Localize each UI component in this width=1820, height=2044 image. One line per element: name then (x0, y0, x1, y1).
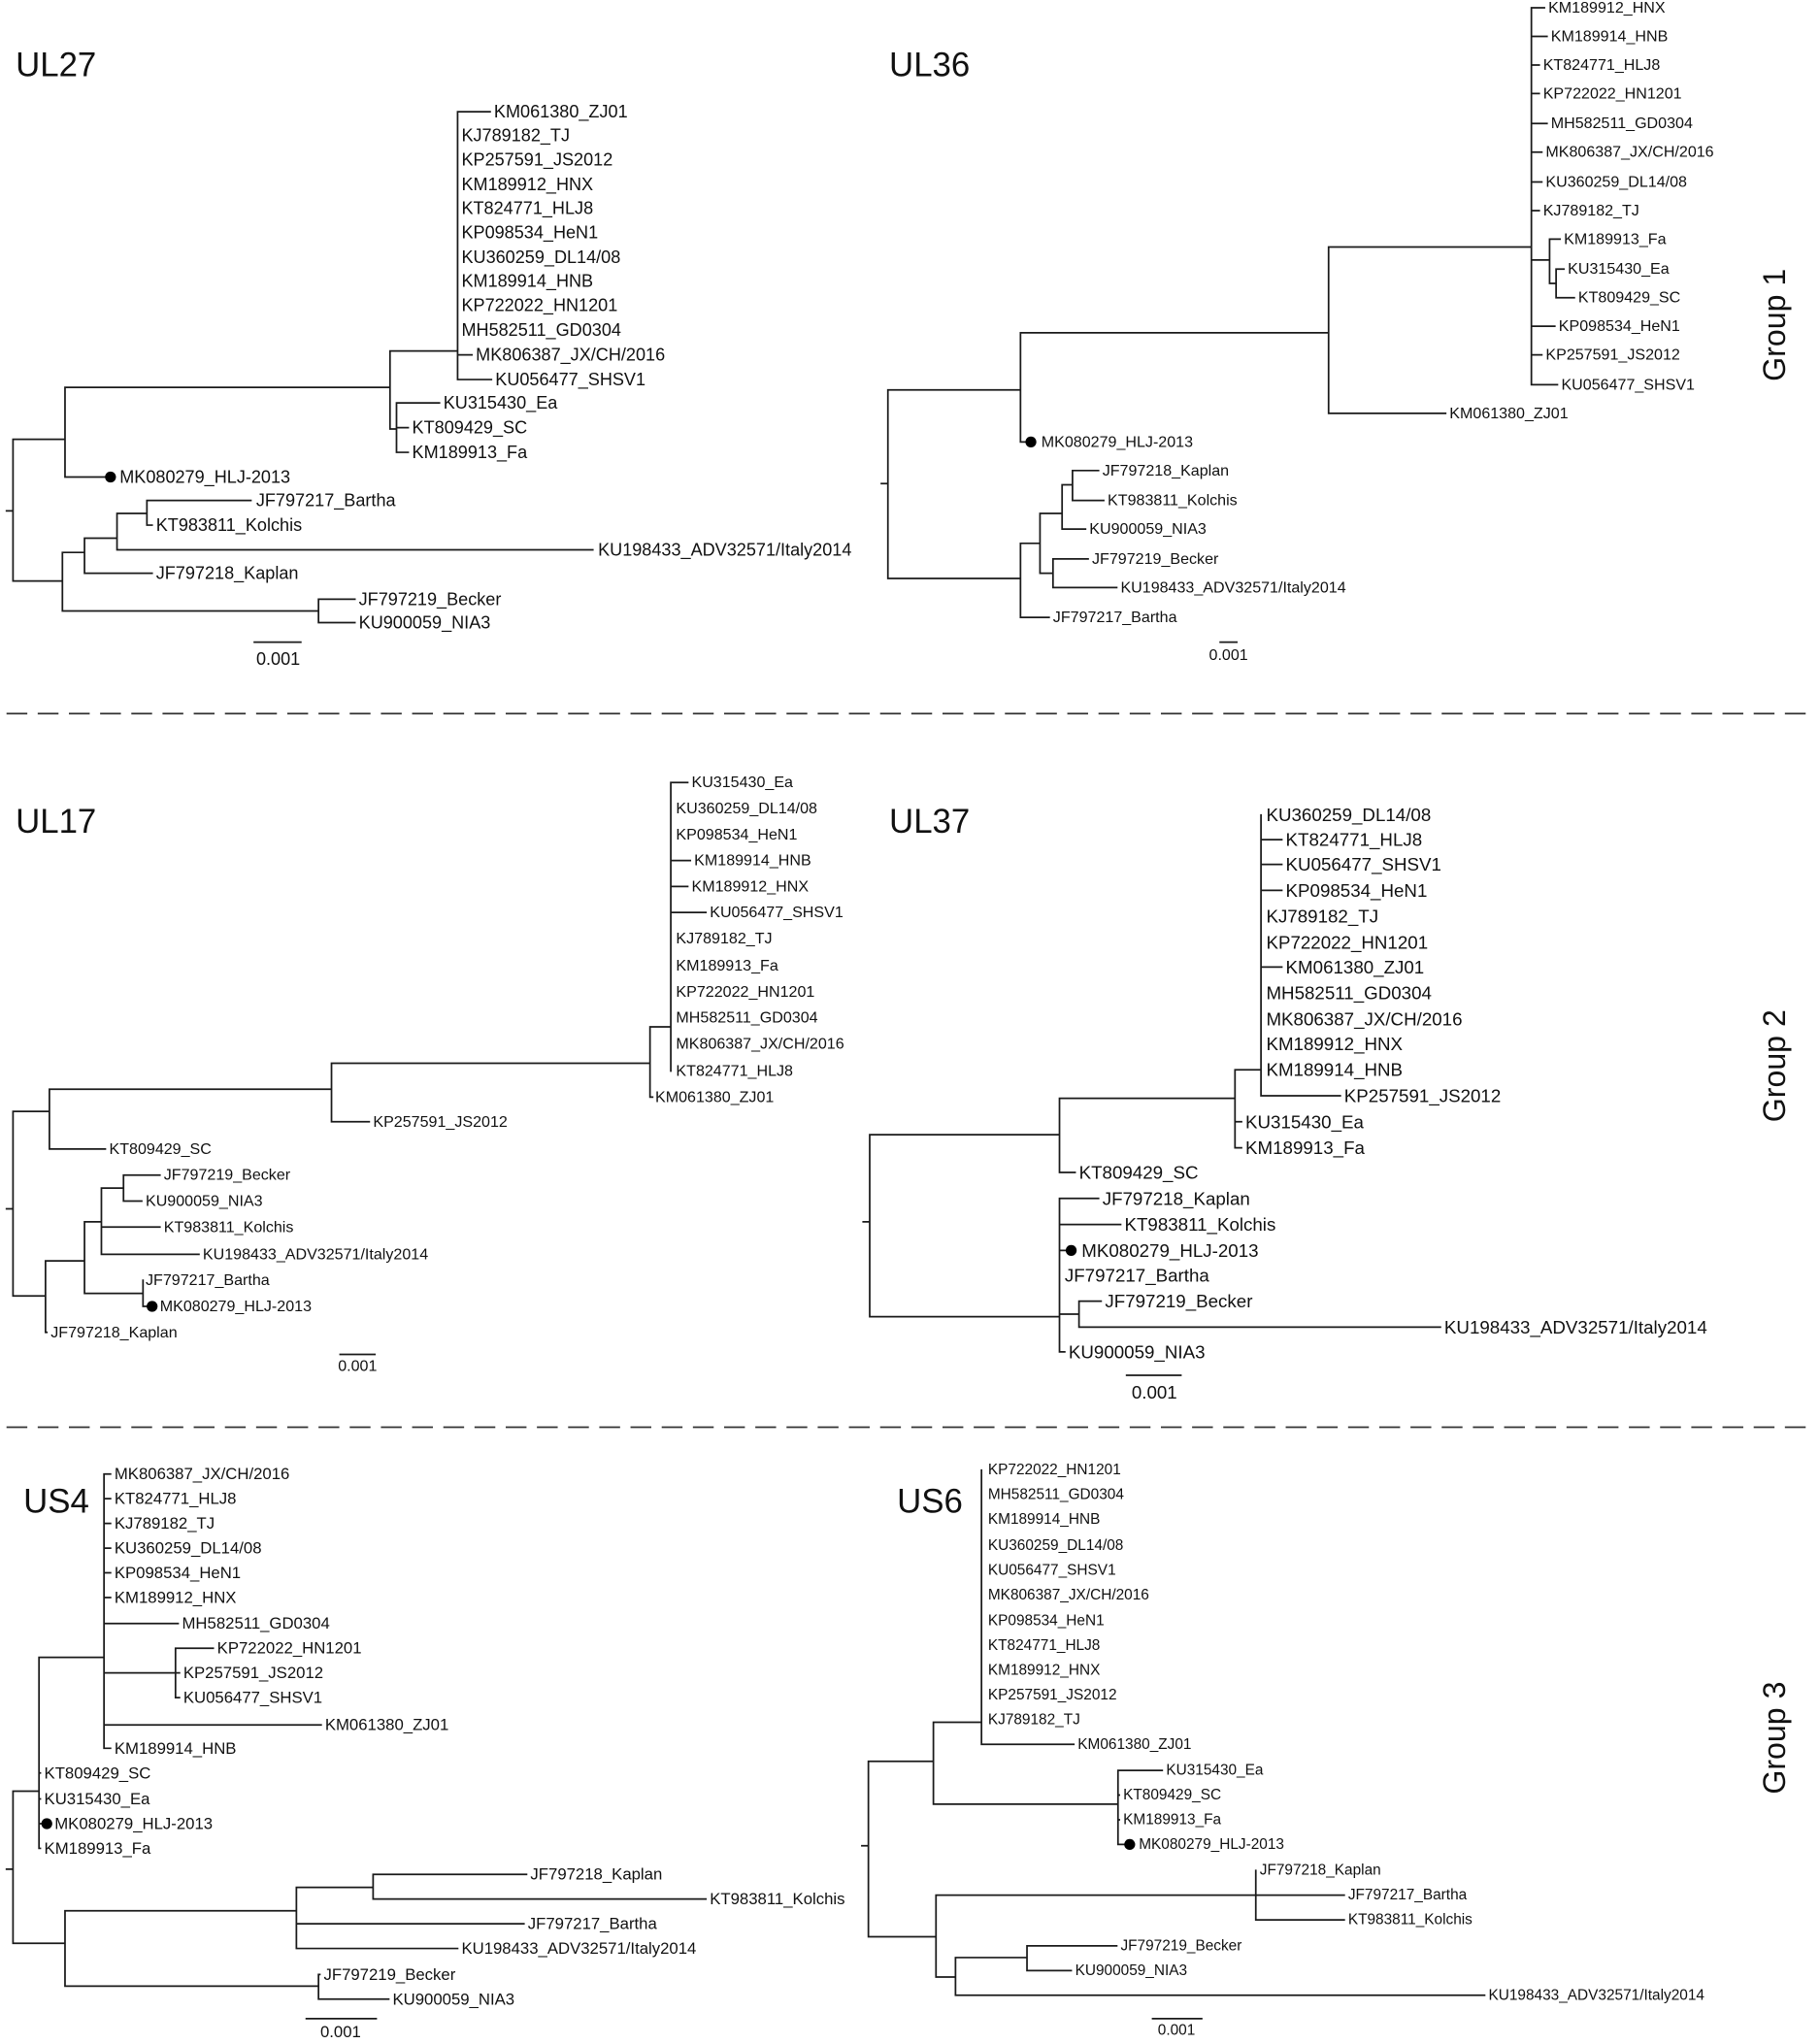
us4-taxon-label: KP098534_HeN1 (114, 1564, 242, 1583)
ul36-taxon-label: MH582511_GD0304 (1550, 115, 1693, 133)
us6-taxon-label: KU198433_ADV32571/Italy2014 (1488, 1987, 1704, 2004)
ul37-taxon-label: JF797219_Becker (1105, 1291, 1253, 1312)
ul27-taxon-label: KT824771_HLJ8 (461, 198, 594, 218)
ul36-panel-title: UL36 (889, 46, 971, 84)
us4-taxon-label: JF797219_Becker (323, 1964, 456, 1984)
ul37-scale-label: 0.001 (1131, 1381, 1177, 1402)
us6-panel-title: US6 (897, 1482, 963, 1521)
ul27-taxon-label: KJ789182_TJ (461, 125, 571, 146)
us6-taxon-label: KU315430_Ea (1166, 1762, 1264, 1779)
us4-taxon-label: KP722022_HN1201 (216, 1638, 362, 1658)
us6-taxon-label: KP722022_HN1201 (987, 1462, 1121, 1479)
ul17-scale-label: 0.001 (338, 1357, 378, 1375)
us6-taxon-label: KT809429_SC (1123, 1787, 1222, 1804)
us6-taxon-label: KU360259_DL14/08 (987, 1536, 1124, 1554)
ul27-taxon-label: KU056477_SHSV1 (495, 370, 646, 390)
us4-taxon-label: MH582511_GD0304 (182, 1614, 330, 1633)
ul27-taxon-label: KP257591_JS2012 (461, 149, 613, 170)
ul27-taxon-label: KM061380_ZJ01 (493, 102, 628, 122)
us6-taxon-label: KM061380_ZJ01 (1077, 1735, 1192, 1753)
ul36-taxon-label: KU360259_DL14/08 (1545, 173, 1687, 191)
ul17-taxon-label: KP098534_HeN1 (676, 825, 798, 843)
ul17-taxon-label: KU900059_NIA3 (146, 1192, 263, 1210)
us4-scale-label: 0.001 (319, 2022, 361, 2041)
group-3-label: Group 3 (1757, 1681, 1793, 1795)
ul37-marker-dot (1066, 1245, 1076, 1256)
ul17-taxon-label: KU056477_SHSV1 (710, 904, 844, 922)
ul36-taxon-label: KT809429_SC (1577, 288, 1681, 307)
us6-taxon-label: KM189913_Fa (1123, 1811, 1222, 1829)
panel-ul36 (881, 0, 1714, 664)
ul36-taxon-label: MK806387_JX/CH/2016 (1545, 143, 1714, 161)
ul36-taxon-label: KU056477_SHSV1 (1561, 376, 1696, 394)
us6-taxon-label: MH582511_GD0304 (987, 1486, 1124, 1503)
ul17-taxon-label: KM189913_Fa (676, 957, 778, 975)
ul37-taxon-label: KU360259_DL14/08 (1266, 805, 1432, 826)
ul37-taxon-label: JF797217_Bartha (1064, 1265, 1209, 1286)
us4-taxon-label: KT824771_HLJ8 (114, 1489, 237, 1508)
ul36-taxon-label: KM189912_HNX (1548, 0, 1666, 17)
ul27-taxon-label: KU315430_Ea (443, 393, 558, 413)
ul17-taxon-label: KJ789182_TJ (676, 929, 773, 947)
ul27-taxon-label: JF797218_Kaplan (155, 563, 299, 583)
ul17-taxon-label: KT809429_SC (109, 1139, 212, 1158)
ul37-taxon-label: MK806387_JX/CH/2016 (1266, 1008, 1463, 1030)
ul17-taxon-label: KT824771_HLJ8 (676, 1062, 793, 1080)
ul36-scale-label: 0.001 (1208, 645, 1248, 664)
us6-taxon-label: KU900059_NIA3 (1075, 1962, 1188, 1979)
us4-taxon-label: KU056477_SHSV1 (182, 1688, 323, 1707)
us4-taxon-label: KM189914_HNB (114, 1738, 237, 1758)
ul17-taxon-label: KM061380_ZJ01 (655, 1088, 775, 1106)
ul37-taxon-label: KP722022_HN1201 (1266, 932, 1429, 953)
ul27-taxon-label: JF797219_Becker (358, 589, 502, 610)
us4-taxon-label: KM189912_HNX (114, 1588, 237, 1607)
ul27-taxon-label: KU900059_NIA3 (358, 612, 491, 633)
ul17-taxon-label: KP722022_HN1201 (676, 982, 815, 1001)
ul37-taxon-label: KM061380_ZJ01 (1285, 956, 1425, 977)
ul27-taxon-label: KT983811_Kolchis (155, 515, 303, 536)
ul37-taxon-label: KT809429_SC (1078, 1162, 1199, 1183)
ul27-marker-dot (105, 472, 116, 482)
ul37-taxon-label: JF797218_Kaplan (1102, 1188, 1250, 1209)
ul27-taxon-label: JF797217_Bartha (255, 490, 396, 511)
ul37-taxon-label: KM189914_HNB (1266, 1059, 1404, 1080)
ul17-marker-dot (147, 1301, 157, 1311)
ul27-taxon-label: KM189914_HNB (461, 271, 594, 291)
ul27-scale-label: 0.001 (255, 649, 301, 670)
ul37-taxon-label: KU198433_ADV32571/Italy2014 (1443, 1316, 1707, 1337)
ul17-taxon-label: KM189914_HNB (694, 851, 811, 870)
ul37-taxon-label: MK080279_HLJ-2013 (1081, 1239, 1259, 1261)
us4-taxon-label: KT809429_SC (44, 1764, 151, 1783)
us6-taxon-label: MK806387_JX/CH/2016 (987, 1586, 1149, 1603)
us4-taxon-label: KT983811_Kolchis (710, 1890, 845, 1909)
ul37-taxon-label: KU315430_Ea (1245, 1111, 1364, 1133)
us6-taxon-label: KJ789182_TJ (987, 1711, 1080, 1729)
ul17-taxon-label: JF797217_Bartha (146, 1271, 270, 1290)
ul17-taxon-label: KM189912_HNX (691, 877, 810, 896)
ul17-taxon-label: KU360259_DL14/08 (676, 800, 818, 818)
ul27-taxon-label: KM189912_HNX (461, 175, 594, 195)
ul36-taxon-label: KU198433_ADV32571/Italy2014 (1120, 578, 1346, 597)
ul37-taxon-label: KU900059_NIA3 (1068, 1341, 1206, 1363)
us4-taxon-label: KP257591_JS2012 (182, 1664, 324, 1683)
us6-marker-dot (1124, 1839, 1135, 1850)
group-2-label: Group 2 (1757, 1009, 1793, 1123)
ul17-taxon-label: KU198433_ADV32571/Italy2014 (202, 1245, 429, 1264)
ul36-taxon-label: KU900059_NIA3 (1089, 520, 1207, 539)
ul36-taxon-label: KM189913_Fa (1564, 230, 1667, 248)
tree-panels (7, 0, 1714, 2041)
ul27-panel-title: UL27 (16, 46, 97, 84)
us4-taxon-label: KU360259_DL14/08 (114, 1538, 262, 1558)
ul37-taxon-label: KT983811_Kolchis (1124, 1214, 1276, 1236)
ul37-taxon-label: MH582511_GD0304 (1266, 982, 1432, 1004)
panel-ul37 (863, 803, 1706, 1402)
us6-taxon-label: KT824771_HLJ8 (987, 1637, 1101, 1655)
ul36-taxon-label: KT983811_Kolchis (1108, 491, 1238, 510)
ul37-taxon-label: KT824771_HLJ8 (1285, 829, 1423, 850)
us4-panel-title: US4 (23, 1482, 89, 1521)
ul36-taxon-label: MK080279_HLJ-2013 (1041, 433, 1194, 451)
ul37-taxon-label: KU056477_SHSV1 (1285, 854, 1441, 875)
us6-scale-label: 0.001 (1157, 2022, 1196, 2039)
ul27-taxon-label: KU198433_ADV32571/Italy2014 (598, 540, 852, 560)
ul37-taxon-label: KJ789182_TJ (1266, 906, 1379, 927)
ul36-taxon-label: KJ789182_TJ (1542, 201, 1639, 219)
ul27-taxon-label: MK080279_HLJ-2013 (119, 467, 291, 487)
ul36-taxon-label: KM189914_HNB (1550, 27, 1669, 46)
us6-taxon-label: JF797218_Kaplan (1259, 1862, 1381, 1879)
ul27-taxon-label: KT809429_SC (412, 417, 528, 438)
us4-taxon-label: KM061380_ZJ01 (324, 1715, 449, 1734)
group-1-label: Group 1 (1757, 268, 1793, 381)
ul36-taxon-label: JF797218_Kaplan (1102, 461, 1230, 479)
ul27-taxon-label: KU360259_DL14/08 (461, 247, 621, 268)
ul36-taxon-label: KT824771_HLJ8 (1542, 55, 1661, 74)
us4-taxon-label: JF797218_Kaplan (530, 1864, 663, 1884)
ul37-taxon-label: KM189913_Fa (1245, 1137, 1365, 1159)
us4-taxon-label: KU315430_Ea (44, 1790, 150, 1809)
us6-taxon-label: JF797219_Becker (1120, 1937, 1242, 1955)
ul36-taxon-label: KM061380_ZJ01 (1449, 404, 1569, 422)
ul36-taxon-label: JF797219_Becker (1091, 549, 1219, 568)
us6-taxon-label: KM189912_HNX (987, 1662, 1101, 1679)
ul37-taxon-label: KP257591_JS2012 (1343, 1085, 1502, 1106)
us6-taxon-label: JF797217_Bartha (1347, 1887, 1468, 1904)
panel-us6 (862, 1462, 1704, 2038)
us4-marker-dot (42, 1818, 52, 1829)
ul17-taxon-label: MH582511_GD0304 (676, 1008, 818, 1027)
ul36-taxon-label: KP722022_HN1201 (1542, 84, 1682, 103)
us4-taxon-label: KU198433_ADV32571/Italy2014 (461, 1939, 697, 1959)
ul17-taxon-label: JF797218_Kaplan (50, 1323, 178, 1341)
ul36-tree-branches (881, 8, 1574, 617)
us4-taxon-label: KJ789182_TJ (114, 1514, 215, 1533)
panel-us4 (7, 1465, 845, 2041)
ul27-taxon-label: KM189913_Fa (412, 443, 528, 463)
ul27-taxon-label: KP098534_HeN1 (461, 222, 599, 243)
ul36-taxon-label: KP098534_HeN1 (1558, 317, 1680, 336)
ul17-taxon-label: KU315430_Ea (691, 774, 794, 792)
ul37-taxon-label: KM189912_HNX (1266, 1033, 1404, 1054)
us4-taxon-label: JF797217_Bartha (527, 1914, 657, 1933)
us4-taxon-label: MK806387_JX/CH/2016 (114, 1465, 290, 1484)
ul36-marker-dot (1025, 437, 1036, 447)
ul36-taxon-label: KU315430_Ea (1568, 260, 1670, 279)
ul27-taxon-label: MK806387_JX/CH/2016 (476, 345, 666, 365)
panel-ul17 (7, 774, 844, 1374)
ul17-panel-title: UL17 (16, 802, 97, 841)
us6-taxon-label: KP257591_JS2012 (987, 1686, 1117, 1703)
ul17-taxon-label: KT983811_Kolchis (163, 1218, 294, 1236)
us4-taxon-label: KM189913_Fa (44, 1838, 151, 1858)
ul36-taxon-label: JF797217_Bartha (1052, 609, 1177, 627)
panel-ul27 (7, 46, 852, 669)
ul37-taxon-label: KP098534_HeN1 (1285, 879, 1428, 901)
us6-taxon-label: MK080279_HLJ-2013 (1139, 1835, 1284, 1853)
ul17-taxon-label: MK806387_JX/CH/2016 (676, 1035, 844, 1053)
us6-taxon-label: KP098534_HeN1 (987, 1612, 1105, 1630)
ul27-taxon-label: MH582511_GD0304 (461, 320, 621, 341)
us4-taxon-label: MK080279_HLJ-2013 (54, 1814, 214, 1833)
us6-taxon-label: KT983811_Kolchis (1347, 1911, 1473, 1929)
ul37-panel-title: UL37 (889, 802, 971, 841)
ul36-taxon-label: KP257591_JS2012 (1545, 346, 1680, 364)
ul27-taxon-label: KP722022_HN1201 (461, 295, 618, 315)
ul17-taxon-label: MK080279_HLJ-2013 (159, 1297, 313, 1315)
us4-taxon-label: KU900059_NIA3 (392, 1990, 515, 2009)
us6-taxon-label: KU056477_SHSV1 (987, 1562, 1116, 1579)
us6-taxon-label: KM189914_HNB (987, 1511, 1101, 1529)
ul17-taxon-label: JF797219_Becker (163, 1166, 291, 1184)
ul17-taxon-label: KP257591_JS2012 (373, 1112, 508, 1131)
